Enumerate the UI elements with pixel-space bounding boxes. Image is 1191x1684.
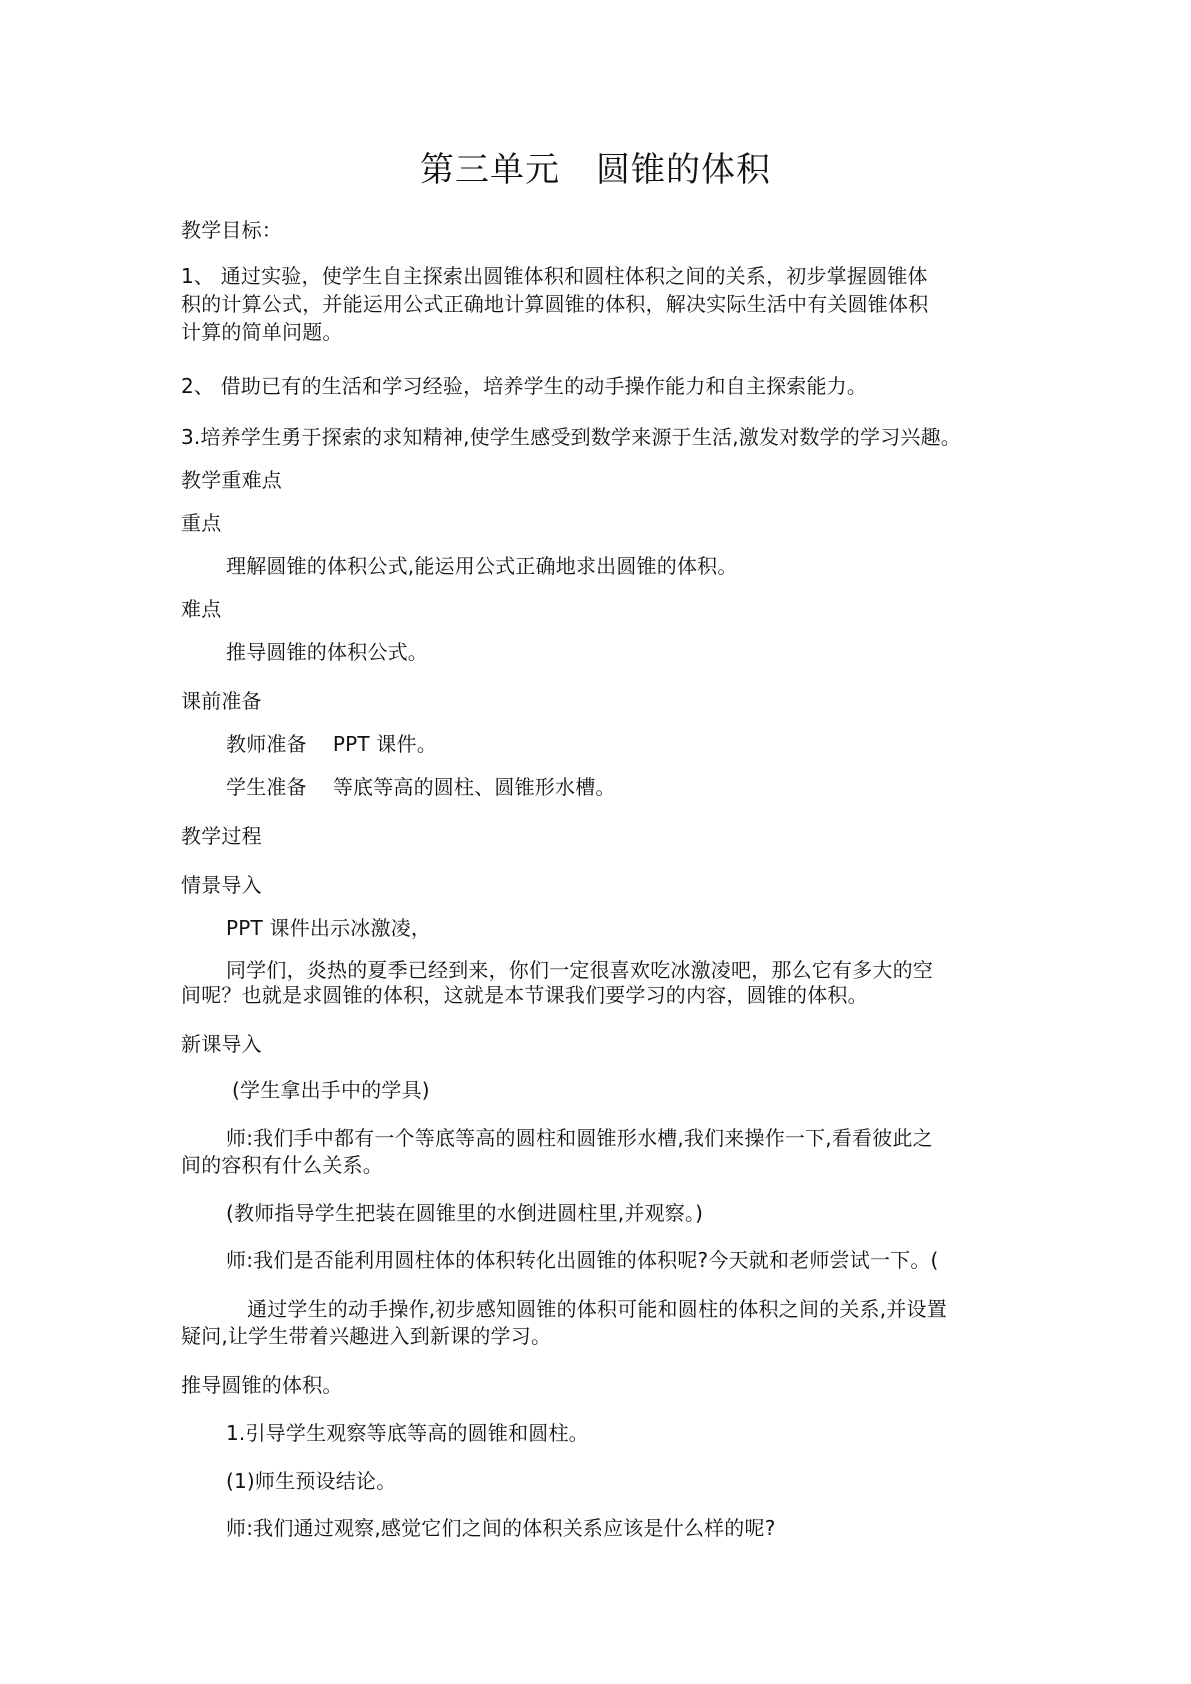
objective-2: 2、 借助已有的生活和学习经验，培养学生的动手操作能力和自主探索能力。 <box>181 374 868 398</box>
teacher-prep-label: 教师准备 <box>226 732 307 756</box>
objective-1-line-1: 1、 通过实验，使学生自主探索出圆锥体积和圆柱体积之间的关系，初步掌握圆锥体 <box>181 264 928 288</box>
new-lesson-line-1: (学生拿出手中的学具) <box>232 1078 430 1102</box>
prep-heading: 课前准备 <box>181 689 262 713</box>
title-unit: 第三单元 <box>420 150 560 190</box>
student-prep-label: 学生准备 <box>226 775 307 799</box>
key-text: 理解圆锥的体积公式,能运用公式正确地求出圆锥的体积。 <box>226 554 738 578</box>
derive-item-3: 师:我们通过观察,感觉它们之间的体积关系应该是什么样的呢? <box>226 1516 776 1540</box>
new-lesson-heading: 新课导入 <box>181 1032 262 1056</box>
student-prep-text: 等底等高的圆柱、圆锥形水槽。 <box>332 775 616 799</box>
key-difficult-heading: 教学重难点 <box>181 468 282 492</box>
derive-item-1: 1.引导学生观察等底等高的圆锥和圆柱。 <box>226 1421 589 1445</box>
teacher-prep-text: PPT 课件。 <box>332 732 437 756</box>
objectives-heading: 教学目标： <box>181 218 282 242</box>
new-lesson-paragraph-2-line-2: 疑问,让学生带着兴趣进入到新课的学习。 <box>181 1324 552 1348</box>
objective-1-line-3: 计算的简单问题。 <box>181 320 343 344</box>
scene-heading: 情景导入 <box>181 873 262 897</box>
derive-heading: 推导圆锥的体积。 <box>181 1373 343 1397</box>
scene-paragraph-line-1: 同学们，炎热的夏季已经到来，你们一定很喜欢吃冰激凌吧，那么它有多大的空 <box>226 958 933 982</box>
difficult-text: 推导圆锥的体积公式。 <box>226 640 428 664</box>
new-lesson-paragraph-1-line-2: 间的容积有什么关系。 <box>181 1153 383 1177</box>
key-heading: 重点 <box>181 511 222 535</box>
new-lesson-line-2: (教师指导学生把装在圆锥里的水倒进圆柱里,并观察。) <box>226 1201 704 1225</box>
title-topic: 圆锥的体积 <box>596 150 771 190</box>
page-title <box>0 148 1191 192</box>
scene-line-1: PPT 课件出示冰激凌， <box>226 916 432 940</box>
new-lesson-line-3: 师:我们是否能利用圆柱体的体积转化出圆锥的体积呢?今天就和老师尝试一下。( <box>226 1248 939 1272</box>
scene-paragraph-line-2: 间呢？也就是求圆锥的体积，这就是本节课我们要学习的内容，圆锥的体积。 <box>181 983 868 1007</box>
student-prep <box>226 773 616 801</box>
new-lesson-paragraph-2-line-1: 通过学生的动手操作,初步感知圆锥的体积可能和圆柱的体积之间的关系,并设置 <box>247 1297 947 1321</box>
process-heading: 教学过程 <box>181 824 262 848</box>
teacher-prep <box>226 730 437 758</box>
objective-1-line-2: 积的计算公式，并能运用公式正确地计算圆锥的体积，解决实际生活中有关圆锥体积 <box>181 292 929 316</box>
difficult-heading: 难点 <box>181 597 222 621</box>
derive-item-2: (1)师生预设结论。 <box>226 1469 397 1493</box>
new-lesson-paragraph-1-line-1: 师:我们手中都有一个等底等高的圆柱和圆锥形水槽,我们来操作一下,看看彼此之 <box>226 1126 933 1150</box>
objective-3: 3.培养学生勇于探索的求知精神,使学生感受到数学来源于生活,激发对数学的学习兴趣。 <box>181 425 961 449</box>
